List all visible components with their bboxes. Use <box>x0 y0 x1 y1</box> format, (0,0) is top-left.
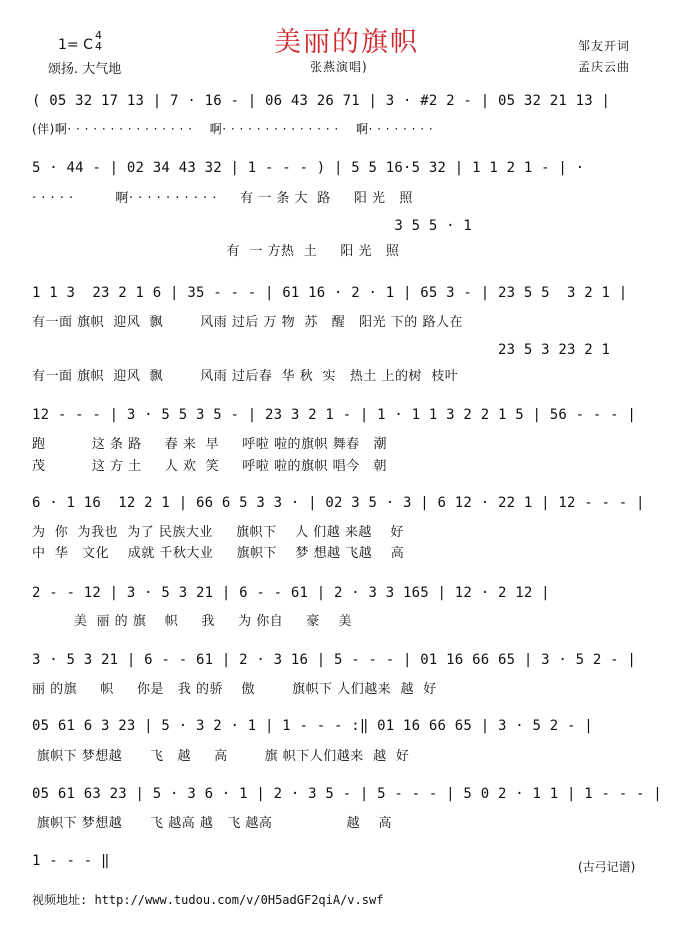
meter-bottom: 4 <box>95 40 102 53</box>
song-title: 美丽的旗帜 <box>274 27 419 58</box>
score-line-5: 3 5 5 · 1 <box>32 218 473 234</box>
score-line-12: 跑 这 条 路 春 来 早 呼啦 啦的旗帜 舞春 潮 <box>32 437 387 452</box>
score-line-22: 旗帜下 梦想越 飞 越 高 旗 帜下人们越来 越 好 <box>32 749 410 764</box>
key-signature: 1= C <box>58 37 93 53</box>
singer-credit: 张燕演唱) <box>310 60 368 74</box>
transcriber-note: (古弓记谱) <box>578 860 636 874</box>
score-line-23: 05 61 63 23 | 5 · 3 6 · 1 | 2 · 3 5 - | 5 - - - | 5 0 2 · 1 1 | 1 - - - | <box>32 786 662 802</box>
score-line-7: 1 1 3 23 2 1 6 | 35 - - - | 61 16 · 2 · 1 | 65 3 - | 23 5 5 3 2 1 | <box>32 285 628 301</box>
score-line-4: · · · · · 啊· · · · · · · · · · 有 一 条 大 路 阳 光 照 <box>32 191 413 206</box>
time-signature <box>95 30 102 52</box>
composer-credit: 孟庆云曲 <box>578 60 631 74</box>
score-line-17: 2 - - 12 | 3 · 5 3 21 | 6 - - 61 | 2 · 3 3 165 | 12 · 2 12 | <box>32 585 550 601</box>
score-line-16: 中 华 文化 成就 千秋大业 旗帜下 梦 想越 飞越 高 <box>32 546 405 561</box>
video-link[interactable]: 视频地址: http://www.tudou.com/v/0H5adGF2qiA/v.swf <box>32 893 384 907</box>
score-line-24: 旗帜下 梦想越 飞 越高 越 飞 越高 越 高 <box>32 816 392 831</box>
score-line-15: 为 你 为我也 为了 民族大业 旗帜下 人 们越 来越 好 <box>32 525 404 540</box>
score-line-11: 12 - - - | 3 · 5 5 3 5 - | 23 3 2 1 - | 1 · 1 1 3 2 2 1 5 | 56 - - - | <box>32 407 637 423</box>
score-line-6: 有 一 方热 土 阳 光 照 <box>32 244 400 259</box>
score-line-9: 23 5 3 23 2 1 <box>32 342 611 358</box>
score-line-14: 6 · 1 16 12 2 1 | 66 6 5 3 3 · | 02 3 5 · 3 | 6 12 · 22 1 | 12 - - - | <box>32 495 645 511</box>
score-line-2: (伴)啊· · · · · · · · · · · · · · · 啊· · · · · · · · · · · · · · 啊· · · · · · · · <box>32 122 434 136</box>
score-line-3: 5 · 44 - | 02 34 43 32 | 1 - - - ) | 5 5 16·5 32 | 1 1 2 1 - | · <box>32 160 585 176</box>
score-line-10: 有一面 旗帜 迎风 飘 风雨 过后春 华 秋 实 热土 上的树 枝叶 <box>32 369 459 384</box>
score-line-21: 05 61 6 3 23 | 5 · 3 2 · 1 | 1 - - - :‖ 01 16 66 65 | 3 · 5 2 - | <box>32 718 593 734</box>
lyricist-credit: 邹友开词 <box>578 39 631 53</box>
performance-style: 颂扬. 大气地 <box>48 62 122 77</box>
score-line-18: 美 丽 的 旗 帜 我 为 你自 豪 美 <box>32 614 352 629</box>
score-line-13: 茂 这 方 土 人 欢 笑 呼啦 啦的旗帜 唱今 朝 <box>32 459 387 474</box>
score-line-20: 丽 的旗 帜 你是 我 的骄 傲 旗帜下 人们越来 越 好 <box>32 682 437 697</box>
meter-top: 4 <box>95 29 102 42</box>
score-line-19: 3 · 5 3 21 | 6 - - 61 | 2 · 3 16 | 5 - - - | 01 16 66 65 | 3 · 5 2 - | <box>32 652 637 668</box>
score-line-25: 1 - - - ‖ <box>32 853 110 869</box>
score-line-1: ( 05 32 17 13 | 7 · 16 - | 06 43 26 71 | 3 · #2 2 - | 05 32 21 13 | <box>32 93 611 109</box>
score-line-8: 有一面 旗帜 迎风 飘 风雨 过后 万 物 苏 醒 阳光 下的 路人在 <box>32 315 463 330</box>
